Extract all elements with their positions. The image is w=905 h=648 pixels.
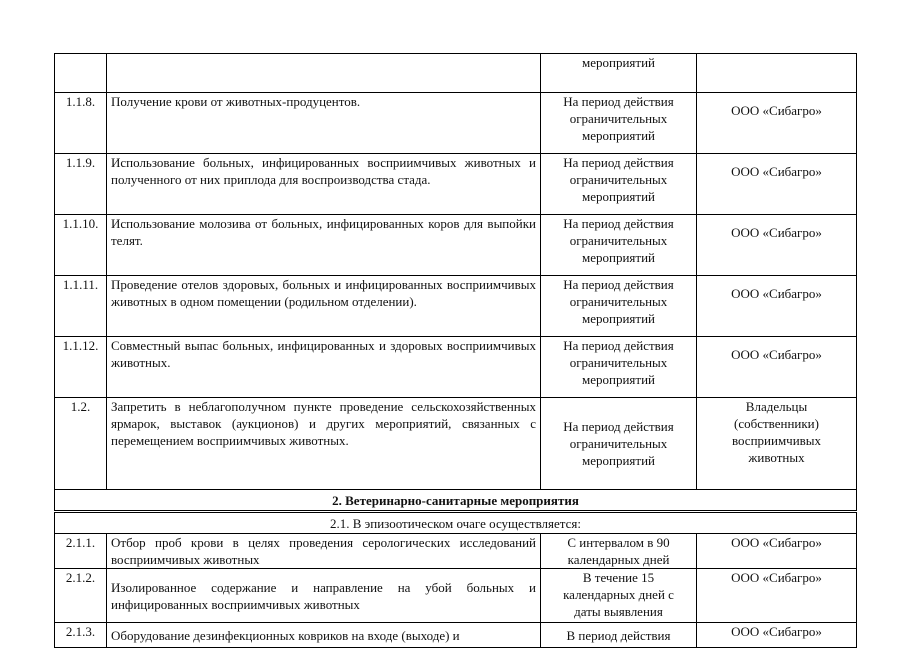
row-action: Отбор проб крови в целях проведения серологических исследований восприимчивых животных [107,534,541,569]
table-row [55,398,857,490]
table-row [55,569,857,623]
row-responsible: ООО «Сибагро» [697,93,857,154]
row-number: 2.1.3. [55,623,107,648]
table-row [55,623,857,648]
row-responsible: ООО «Сибагро» [697,534,857,569]
row-action: Использование молозива от больных, инфицированных коров для выпойки телят. [107,215,541,276]
row-responsible: ООО «Сибагро» [697,154,857,215]
row-term: На период действия ограничительных мероприятий [541,276,697,337]
row-responsible: ООО «Сибагро» [697,215,857,276]
row-term: На период действия ограничительных мероприятий [541,154,697,215]
row-responsible: ООО «Сибагро» [697,337,857,398]
row-term: С интервалом в 90 календарных дней [541,534,697,569]
row-action: Проведение отелов здоровых, больных и инфицированных восприимчивых животных в одном помещении (родильном отделении). [107,276,541,337]
row-number: 1.1.8. [55,93,107,154]
row-term: В течение 15 календарных дней с даты выявления [541,569,697,623]
row-term: На период действия ограничительных мероприятий [541,215,697,276]
row-term: мероприятий [541,54,697,93]
table-row [55,54,857,93]
row-action: Оборудование дезинфекционных ковриков на входе (выходе) и [107,623,541,648]
row-number: 1.1.11. [55,276,107,337]
section-heading-row [55,490,857,512]
row-responsible [697,54,857,93]
row-number: 2.1.1. [55,534,107,569]
row-term: На период действия ограничительных мероприятий [541,398,697,490]
row-responsible: ООО «Сибагро» [697,276,857,337]
subsection-title: 2.1. В эпизоотическом очаге осуществляется: [55,512,857,534]
table-row [55,215,857,276]
row-number: 1.2. [55,398,107,490]
row-number: 1.1.9. [55,154,107,215]
row-number: 1.1.12. [55,337,107,398]
row-action: Изолированное содержание и направление на убой больных и инфицированных восприимчивых животных [107,569,541,623]
row-number: 2.1.2. [55,569,107,623]
row-action [107,54,541,93]
table-row [55,154,857,215]
section-title: 2. Ветеринарно-санитарные мероприятия [55,490,857,512]
row-responsible: Владельцы (собственники) восприимчивых животных [697,398,857,490]
measures-table [54,53,857,648]
row-responsible: ООО «Сибагро» [697,569,857,623]
row-action: Получение крови от животных-продуцентов. [107,93,541,154]
row-number: 1.1.10. [55,215,107,276]
row-term: На период действия ограничительных мероприятий [541,337,697,398]
row-action: Использование больных, инфицированных восприимчивых животных и полученного от них приплода для воспроизводства стада. [107,154,541,215]
document-page [54,53,856,648]
row-responsible: ООО «Сибагро» [697,623,857,648]
subsection-heading-row [55,512,857,534]
table-row [55,93,857,154]
row-number [55,54,107,93]
row-term: На период действия ограничительных мероприятий [541,93,697,154]
row-action: Совместный выпас больных, инфицированных и здоровых восприимчивых животных. [107,337,541,398]
row-action: Запретить в неблагополучном пункте проведение сельскохозяйственных ярмарок, выставок (аукционов) и других мероприятий, связанных с перемещением восприимчивых животных. [107,398,541,490]
table-row [55,337,857,398]
table-row [55,534,857,569]
row-term: В период действия [541,623,697,648]
table-row [55,276,857,337]
